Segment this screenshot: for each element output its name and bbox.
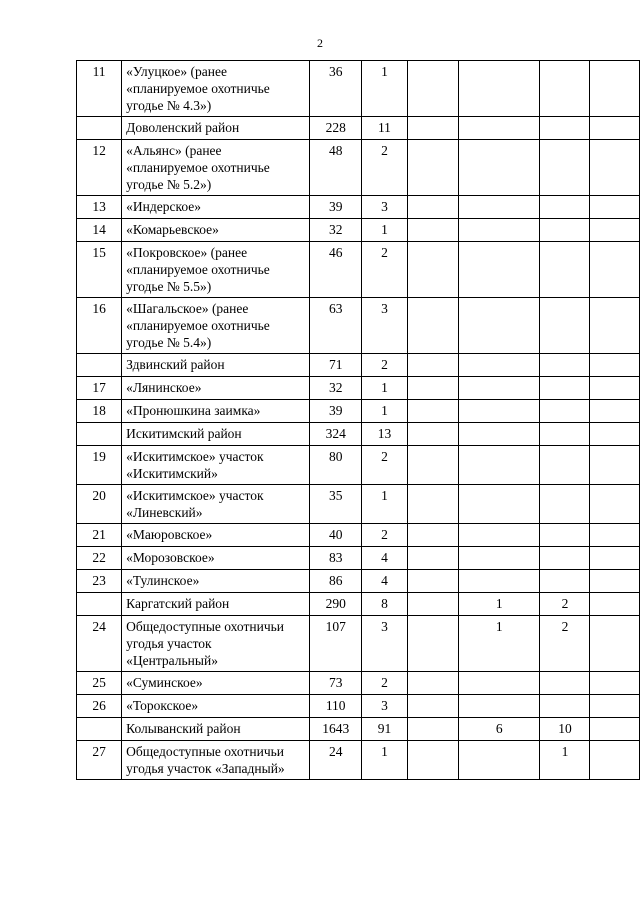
value-cell-3 [407,242,458,298]
value-cell-6 [590,377,640,400]
value-cell-6 [590,354,640,377]
row-number-cell: 17 [77,377,122,400]
value-cell-6 [590,446,640,485]
value-cell-3 [407,741,458,780]
value-cell-5 [540,354,590,377]
ground-name-cell: Доволенский район [122,117,310,140]
value-cell-1: 73 [310,672,362,695]
value-cell-5 [540,547,590,570]
value-cell-5 [540,377,590,400]
table-row [77,298,640,354]
value-cell-6 [590,593,640,616]
value-cell-4 [458,377,540,400]
table-row [77,570,640,593]
value-cell-5 [540,242,590,298]
value-cell-6 [590,718,640,741]
value-cell-3 [407,547,458,570]
table-row [77,242,640,298]
row-number-cell: 25 [77,672,122,695]
row-number-cell [77,718,122,741]
value-cell-2: 2 [362,140,407,196]
value-cell-4 [458,446,540,485]
value-cell-5 [540,570,590,593]
row-number-cell: 21 [77,524,122,547]
value-cell-5: 2 [540,593,590,616]
value-cell-2: 2 [362,242,407,298]
value-cell-4: 1 [458,593,540,616]
value-cell-3 [407,61,458,117]
value-cell-3 [407,117,458,140]
value-cell-2: 1 [362,61,407,117]
table-row [77,547,640,570]
value-cell-4 [458,298,540,354]
value-cell-2: 3 [362,298,407,354]
row-number-cell: 18 [77,400,122,423]
ground-name-cell: «Тулинское» [122,570,310,593]
value-cell-5 [540,446,590,485]
row-number-cell: 22 [77,547,122,570]
value-cell-2: 91 [362,718,407,741]
value-cell-1: 46 [310,242,362,298]
value-cell-4 [458,570,540,593]
ground-name-cell: «Альянс» (ранее «планируемое охотничье угодье № 5.2») [122,140,310,196]
row-number-cell: 12 [77,140,122,196]
row-number-cell [77,423,122,446]
value-cell-4 [458,695,540,718]
hunting-grounds-table [76,60,640,780]
value-cell-4 [458,140,540,196]
value-cell-1: 36 [310,61,362,117]
value-cell-1: 324 [310,423,362,446]
value-cell-2: 2 [362,354,407,377]
value-cell-2: 11 [362,117,407,140]
value-cell-6 [590,423,640,446]
value-cell-5 [540,524,590,547]
value-cell-1: 80 [310,446,362,485]
value-cell-5 [540,485,590,524]
ground-name-cell: «Искитимское» участок «Искитимский» [122,446,310,485]
value-cell-6 [590,547,640,570]
value-cell-1: 86 [310,570,362,593]
ground-name-cell: «Комарьевское» [122,219,310,242]
value-cell-3 [407,400,458,423]
value-cell-6 [590,616,640,672]
value-cell-5: 1 [540,741,590,780]
value-cell-6 [590,140,640,196]
value-cell-1: 228 [310,117,362,140]
value-cell-4 [458,672,540,695]
value-cell-6 [590,117,640,140]
value-cell-2: 4 [362,570,407,593]
ground-name-cell: «Искитимское» участок «Линевский» [122,485,310,524]
value-cell-2: 3 [362,616,407,672]
value-cell-5: 10 [540,718,590,741]
value-cell-3 [407,354,458,377]
value-cell-3 [407,695,458,718]
table-row [77,446,640,485]
value-cell-5 [540,695,590,718]
district-row [77,718,640,741]
district-row [77,354,640,377]
row-number-cell: 24 [77,616,122,672]
value-cell-2: 1 [362,485,407,524]
value-cell-1: 107 [310,616,362,672]
ground-name-cell: «Пронюшкина заимка» [122,400,310,423]
value-cell-4 [458,547,540,570]
value-cell-4 [458,196,540,219]
value-cell-3 [407,423,458,446]
row-number-cell: 27 [77,741,122,780]
value-cell-1: 63 [310,298,362,354]
value-cell-1: 24 [310,741,362,780]
value-cell-2: 2 [362,672,407,695]
value-cell-1: 83 [310,547,362,570]
value-cell-5 [540,672,590,695]
value-cell-3 [407,485,458,524]
value-cell-4: 1 [458,616,540,672]
value-cell-5 [540,298,590,354]
row-number-cell: 16 [77,298,122,354]
row-number-cell: 14 [77,219,122,242]
value-cell-4 [458,400,540,423]
value-cell-4 [458,423,540,446]
value-cell-1: 48 [310,140,362,196]
value-cell-2: 3 [362,196,407,219]
value-cell-5 [540,400,590,423]
value-cell-4 [458,242,540,298]
value-cell-1: 39 [310,400,362,423]
ground-name-cell: Колыванский район [122,718,310,741]
value-cell-2: 8 [362,593,407,616]
value-cell-1: 71 [310,354,362,377]
value-cell-5 [540,61,590,117]
value-cell-3 [407,524,458,547]
value-cell-3 [407,718,458,741]
value-cell-5 [540,196,590,219]
value-cell-6 [590,298,640,354]
ground-name-cell: «Шагальское» (ранее «планируемое охотничье угодье № 5.4») [122,298,310,354]
ground-name-cell: «Маюровское» [122,524,310,547]
value-cell-4 [458,354,540,377]
ground-name-cell: «Улуцкое» (ранее «планируемое охотничье угодье № 4.3») [122,61,310,117]
table-row [77,672,640,695]
value-cell-1: 32 [310,377,362,400]
ground-name-cell: «Торокское» [122,695,310,718]
row-number-cell [77,593,122,616]
value-cell-2: 13 [362,423,407,446]
table-row [77,219,640,242]
district-row [77,593,640,616]
ground-name-cell: «Покровское» (ранее «планируемое охотничье угодье № 5.5») [122,242,310,298]
table-row [77,400,640,423]
table-row [77,377,640,400]
value-cell-2: 2 [362,524,407,547]
row-number-cell: 15 [77,242,122,298]
row-number-cell: 11 [77,61,122,117]
district-row [77,117,640,140]
ground-name-cell: Общедоступные охотничьи угодья участок «Центральный» [122,616,310,672]
value-cell-6 [590,672,640,695]
table-row [77,140,640,196]
table-row [77,196,640,219]
district-row [77,423,640,446]
value-cell-3 [407,593,458,616]
value-cell-6 [590,485,640,524]
table-row [77,61,640,117]
ground-name-cell: «Суминское» [122,672,310,695]
table-row [77,695,640,718]
value-cell-5 [540,219,590,242]
value-cell-3 [407,446,458,485]
table-row [77,485,640,524]
value-cell-2: 2 [362,446,407,485]
ground-name-cell: Каргатский район [122,593,310,616]
value-cell-2: 1 [362,219,407,242]
value-cell-4 [458,61,540,117]
value-cell-4: 6 [458,718,540,741]
value-cell-3 [407,570,458,593]
value-cell-2: 1 [362,377,407,400]
value-cell-2: 1 [362,400,407,423]
ground-name-cell: «Морозовское» [122,547,310,570]
value-cell-4 [458,524,540,547]
row-number-cell: 26 [77,695,122,718]
value-cell-1: 1643 [310,718,362,741]
value-cell-6 [590,741,640,780]
value-cell-5 [540,140,590,196]
value-cell-6 [590,524,640,547]
value-cell-4 [458,485,540,524]
value-cell-5 [540,117,590,140]
row-number-cell [77,354,122,377]
value-cell-1: 110 [310,695,362,718]
row-number-cell: 19 [77,446,122,485]
value-cell-1: 290 [310,593,362,616]
value-cell-1: 32 [310,219,362,242]
value-cell-1: 39 [310,196,362,219]
value-cell-3 [407,672,458,695]
ground-name-cell: Искитимский район [122,423,310,446]
value-cell-4 [458,741,540,780]
value-cell-3 [407,298,458,354]
value-cell-2: 4 [362,547,407,570]
value-cell-3 [407,377,458,400]
value-cell-6 [590,400,640,423]
value-cell-6 [590,242,640,298]
value-cell-1: 40 [310,524,362,547]
ground-name-cell: Общедоступные охотничьи угодья участок «Западный» [122,741,310,780]
table-row [77,524,640,547]
value-cell-2: 1 [362,741,407,780]
ground-name-cell: «Индерское» [122,196,310,219]
value-cell-1: 35 [310,485,362,524]
row-number-cell [77,117,122,140]
table-row [77,741,640,780]
value-cell-3 [407,219,458,242]
row-number-cell: 20 [77,485,122,524]
page-number: 2 [317,36,323,50]
value-cell-6 [590,695,640,718]
value-cell-3 [407,616,458,672]
row-number-cell: 13 [77,196,122,219]
value-cell-2: 3 [362,695,407,718]
value-cell-6 [590,196,640,219]
row-number-cell: 23 [77,570,122,593]
ground-name-cell: «Лянинское» [122,377,310,400]
table-row [77,616,640,672]
value-cell-3 [407,140,458,196]
value-cell-6 [590,570,640,593]
value-cell-4 [458,219,540,242]
ground-name-cell: Здвинский район [122,354,310,377]
value-cell-5: 2 [540,616,590,672]
value-cell-5 [540,423,590,446]
value-cell-6 [590,219,640,242]
value-cell-4 [458,117,540,140]
value-cell-3 [407,196,458,219]
value-cell-6 [590,61,640,117]
